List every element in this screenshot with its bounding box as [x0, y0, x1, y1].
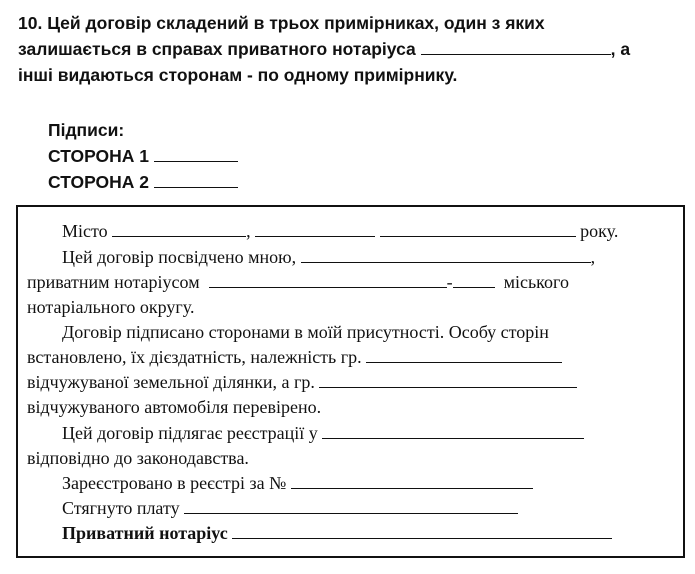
owner-2-blank[interactable]: [319, 372, 577, 388]
signed-line-1: Договір підписано сторонами в моїй присутності. Особу сторін: [62, 322, 549, 342]
signed-line-3: відчужуваної земельної ділянки, а гр.: [27, 371, 577, 393]
signed-line-4: відчужуваного автомобіля перевірено.: [27, 397, 322, 417]
signatures-heading: Підписи:: [48, 120, 125, 140]
notary-name-blank[interactable]: [421, 39, 611, 55]
registration-line: Цей договір підлягає реєстрації у: [62, 422, 584, 444]
registration-line-2: відповідно до законодавства.: [27, 448, 249, 468]
clause-line-2: залишається в справах приватного нотаріуса , а: [18, 39, 631, 59]
notary-signature-blank[interactable]: [232, 523, 612, 539]
notary-line: приватним нотаріусом - міського: [27, 272, 569, 292]
district-line-2: нотаріального округу.: [27, 297, 195, 317]
fee-blank[interactable]: [184, 498, 518, 514]
signed-line-2: встановлено, їх дієздатність, належність гр.: [27, 346, 562, 368]
date-blank-2[interactable]: [380, 221, 576, 237]
clause-10: [18, 10, 684, 88]
party-1-signature: СТОРОНА 1: [48, 143, 238, 169]
registration-authority-blank[interactable]: [322, 423, 584, 439]
date-blank-1[interactable]: [255, 221, 375, 237]
notary-signature-line: Приватний нотаріус: [62, 522, 612, 544]
certifier-blank[interactable]: [301, 247, 591, 263]
clause-line-1: 10. Цей договір складений в трьох примірниках, один з яких: [18, 13, 545, 33]
registry-line: Зареєстровано в реєстрі за №: [62, 472, 533, 494]
owner-1-blank[interactable]: [366, 347, 562, 363]
notary-blank[interactable]: [209, 272, 447, 288]
registry-number-blank[interactable]: [291, 473, 533, 489]
city-date-line: Місто , року.: [62, 221, 619, 241]
fee-line: Стягнуто плату: [62, 497, 518, 519]
party-1-signature-blank[interactable]: [154, 146, 238, 162]
signatures-block: [48, 117, 238, 195]
party-2-signature: СТОРОНА 2: [48, 169, 238, 195]
certified-by-line: Цей договір посвідчено мною, ,: [62, 247, 596, 267]
clause-line-3: інші видаються сторонам - по одному примірнику.: [18, 65, 458, 85]
notarial-certification-box: [16, 205, 685, 558]
district-blank[interactable]: [453, 272, 495, 288]
city-blank[interactable]: [112, 221, 246, 237]
party-2-signature-blank[interactable]: [154, 172, 238, 188]
